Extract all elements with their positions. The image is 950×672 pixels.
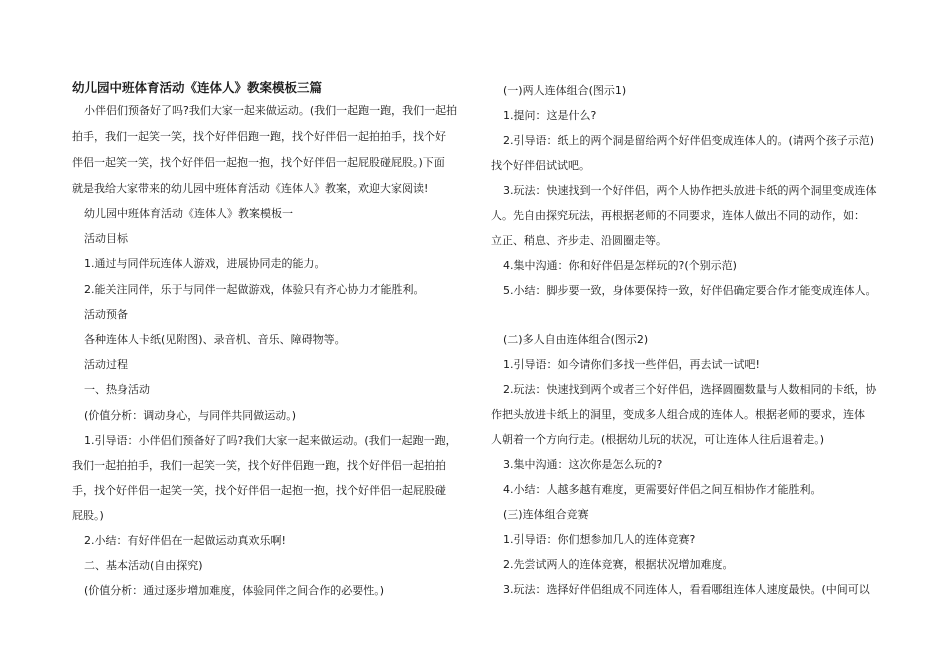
paragraph-line: 4.小结：人越多越有难度，更需要好伴侣之间互相协作才能胜利。 (503, 483, 822, 496)
section-heading: 二、基本活动(自由探究) (84, 559, 203, 572)
paragraph-line: 2.玩法：快速找到两个或者三个好伴侣，选择圆圈数量与人数相同的卡纸，协 (503, 383, 877, 396)
paragraph-line: 1.引导语：小伴侣们预备好了吗?我们大家一起来做运动。(我们一起跑一跑， (84, 434, 457, 447)
section-heading: 一、热身活动 (84, 383, 150, 396)
paragraph-line: 作把头放进卡纸上的洞里，变成多人组合成的连体人。根据老师的要求，连体 (491, 408, 865, 421)
paragraph-line: 屁股。) (72, 509, 104, 522)
paragraph-line: 3.集中沟通：这次你是怎么玩的? (503, 458, 663, 471)
paragraph-line: 2.引导语：纸上的两个洞是留给两个好伴侣变成连体人的。(请两个孩子示范) (503, 134, 875, 147)
section-heading: 幼儿园中班体育活动《连体人》教案模板一 (84, 207, 293, 220)
section-heading: (二)多人自由连体组合(图示2) (503, 333, 649, 346)
paragraph-line: (价值分析：调动身心，与同伴共同做运动。) (84, 409, 297, 422)
paragraph-line: 各种连体人卡纸(见附图)、录音机、音乐、障碍物等。 (84, 333, 346, 346)
paragraph-line: 就是我给大家带来的幼儿园中班体育活动《连体人》教案，欢迎大家阅读! (72, 182, 429, 195)
paragraph-line: 伴侣一起笑一笑，找个好伴侣一起抱一抱，找个好伴侣一起屁股碰屁股。)下面 (72, 156, 445, 169)
paragraph-line: 手，找个好伴侣一起笑一笑，找个好伴侣一起抱一抱，找个好伴侣一起屁股碰 (72, 484, 446, 497)
section-heading: 活动目标 (84, 232, 128, 245)
paragraph-line: 2.先尝试两人的连体竞赛，根据状况增加难度。 (503, 558, 734, 571)
paragraph-line: 人朝着一个方向行走。(根据幼儿玩的状况，可让连体人往后退着走。) (491, 433, 825, 446)
paragraph-line: 1.引导语：如今请你们多找一些伴侣，再去试一试吧! (503, 358, 760, 371)
paragraph-line: 1.通过与同伴玩连体人游戏，进展协同走的能力。 (84, 257, 326, 270)
paragraph-line: 立正、稍息、齐步走、沿圆圈走等。 (491, 234, 667, 247)
section-heading: (一)两人连体组合(图示1) (503, 84, 627, 97)
paragraph-line: 1.引导语：你们想参加几人的连体竞赛? (503, 533, 696, 546)
paragraph-line: 3.玩法：选择好伴侣组成不同连体人，看看哪组连体人速度最快。(中间可以 (503, 583, 870, 596)
paragraph-line: 4.集中沟通：你和好伴侣是怎样玩的?(个别示范) (503, 259, 737, 272)
section-heading: (三)连体组合竞赛 (503, 508, 589, 521)
paragraph-line: 小伴侣们预备好了吗?我们大家一起来做运动。(我们一起跑一跑，我们一起拍 (84, 104, 458, 117)
section-heading: 活动预备 (84, 308, 128, 321)
paragraph-line: 2.小结：有好伴侣在一起做运动真欢乐啊! (84, 534, 286, 547)
paragraph-line: 1.提问：这是什么? (503, 109, 597, 122)
paragraph-line: 3.玩法：快速找到一个好伴侣，两个人协作把头放进卡纸的两个洞里变成连体 (503, 184, 877, 197)
paragraph-line: 人。先自由探究玩法，再根据老师的不同要求，连体人做出不同的动作，如： (491, 209, 865, 222)
paragraph-line: 2.能关注同伴，乐于与同伴一起做游戏，体验只有齐心协力才能胜利。 (84, 283, 425, 296)
document-title: 幼儿园中班体育活动《连体人》教案模板三篇 (72, 80, 323, 95)
section-heading: 活动过程 (84, 358, 128, 371)
paragraph-line: 5.小结：脚步要一致，身体要保持一致，好伴侣确定要合作才能变成连体人。 (503, 284, 877, 297)
paragraph-line: (价值分析：通过逐步增加难度，体验同伴之间合作的必要性。) (84, 584, 385, 597)
paragraph-line: 我们一起拍拍手，我们一起笑一笑，找个好伴侣跑一跑，找个好伴侣一起拍拍 (72, 459, 446, 472)
paragraph-line: 找个好伴侣试试吧。 (491, 159, 590, 172)
paragraph-line: 拍手，我们一起笑一笑，找个好伴侣跑一跑，找个好伴侣一起拍拍手，找个好 (72, 130, 446, 143)
